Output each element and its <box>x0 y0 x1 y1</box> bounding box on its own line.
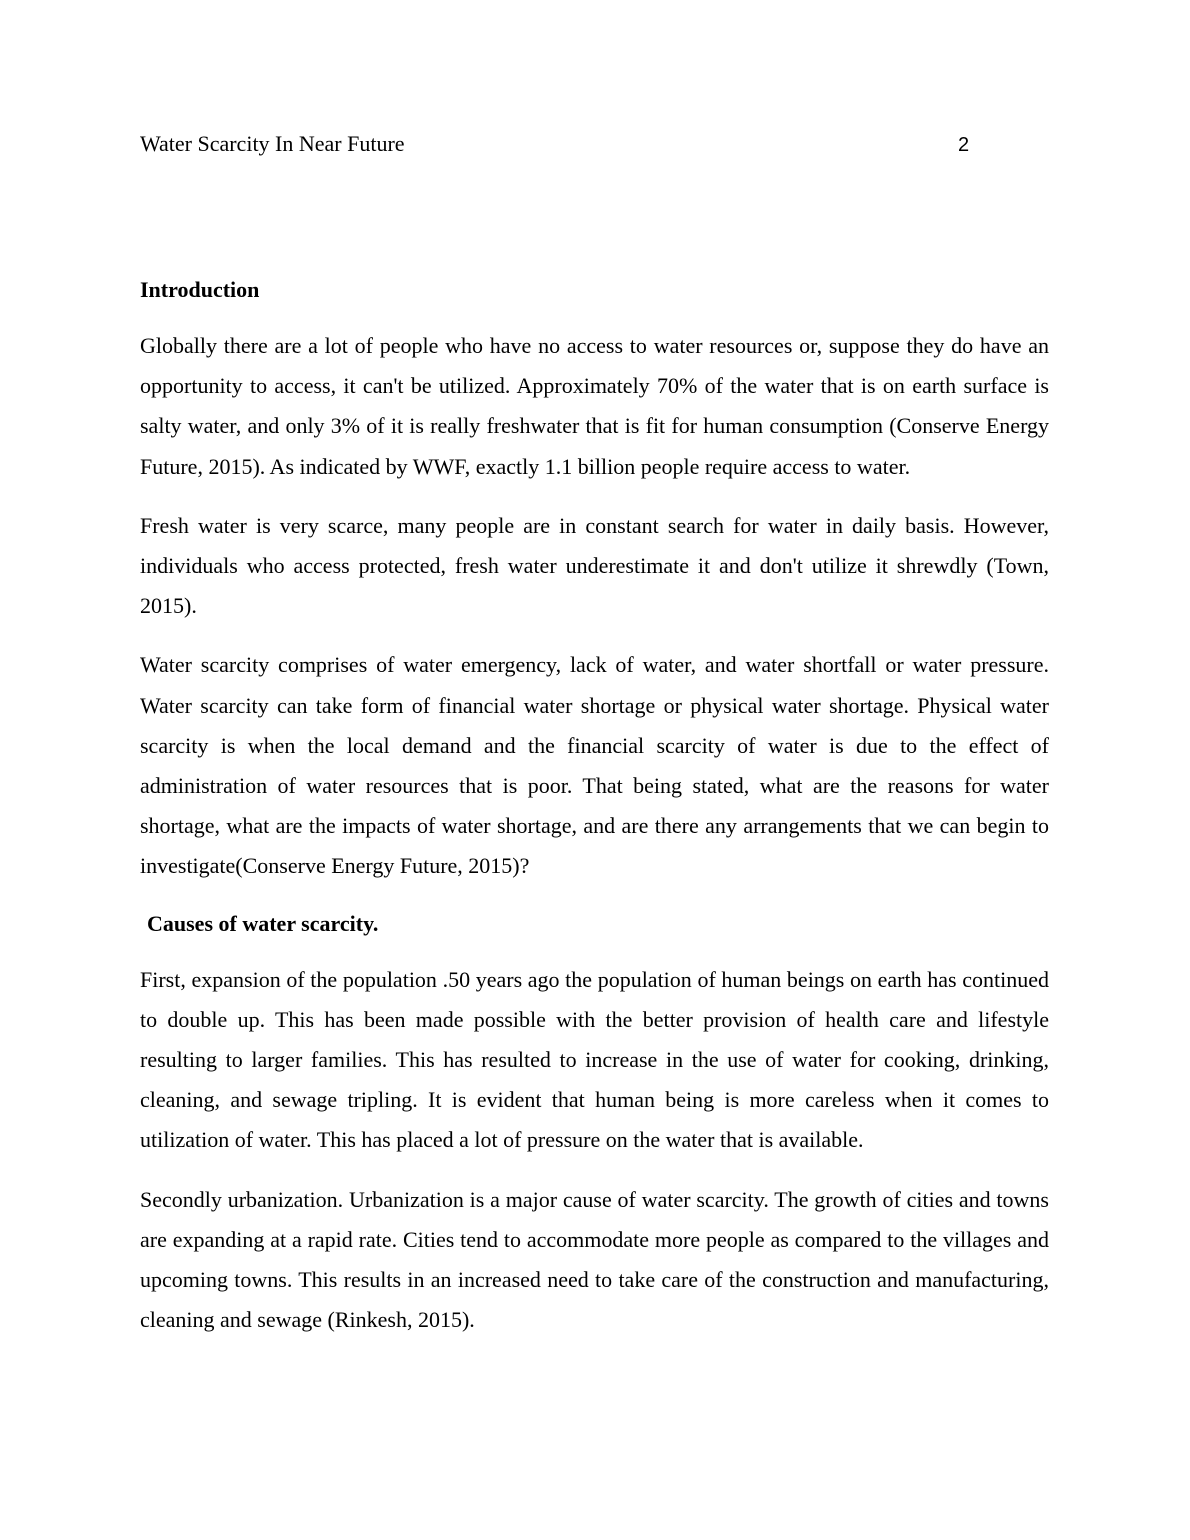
running-title: Water Scarcity In Near Future <box>140 131 405 156</box>
page-number: 2 <box>958 134 970 156</box>
introduction-paragraph-1: Globally there are a lot of people who have no access to water resources or, suppose they do have an opportunity to access, it can't be utilized. Approximately 70% of the water that is on earth surface is salty water, and only 3% of it is really freshwater that is fit for human consumption (Conserve Energy Future, 2015). As indicated by WWF, exactly 1.1 billion people require access to water. <box>140 333 1049 479</box>
causes-heading: Causes of water scarcity. <box>147 910 379 936</box>
document-body <box>140 272 1049 1359</box>
introduction-paragraph-3: Water scarcity comprises of water emergency, lack of water, and water shortfall or water pressure. Water scarcity can take form of financial water shortage or physical water shortage. Physical water scarcity is when the local demand and the financial scarcity of water is due to the effect of administration of water resources that is poor. That being stated, what are the reasons for water shortage, what are the impacts of water shortage, and are there any arrangements that we can begin to investigate(Conserve Energy Future, 2015)? <box>140 652 1049 879</box>
causes-paragraph-2: Secondly urbanization. Urbanization is a major cause of water scarcity. The growth of cities and towns are expanding at a rapid rate. Cities tend to accommodate more people as compared to the villages and upcoming towns. This results in an increased need to take care of the construction and manufacturing, cleaning and sewage (Rinkesh, 2015). <box>140 1186 1049 1333</box>
introduction-paragraph-2: Fresh water is very scarce, many people are in constant search for water in daily basis. However, individuals who access protected, fresh water underestimate it and don't utilize it shrewdly (Town, 2015). <box>140 512 1049 619</box>
introduction-heading: Introduction <box>140 277 260 302</box>
causes-paragraph-1: First, expansion of the population .50 years ago the population of human beings on earth has continued to double up. This has been made possible with the better provision of health care and lifestyle resulting to larger families. This has resulted to increase in the use of water for cooking, drinking, cleaning, and sewage tripling. It is evident that human being is more careless when it comes to utilization of water. This has placed a lot of pressure on the water that is available. <box>140 966 1049 1153</box>
running-header <box>140 129 970 159</box>
